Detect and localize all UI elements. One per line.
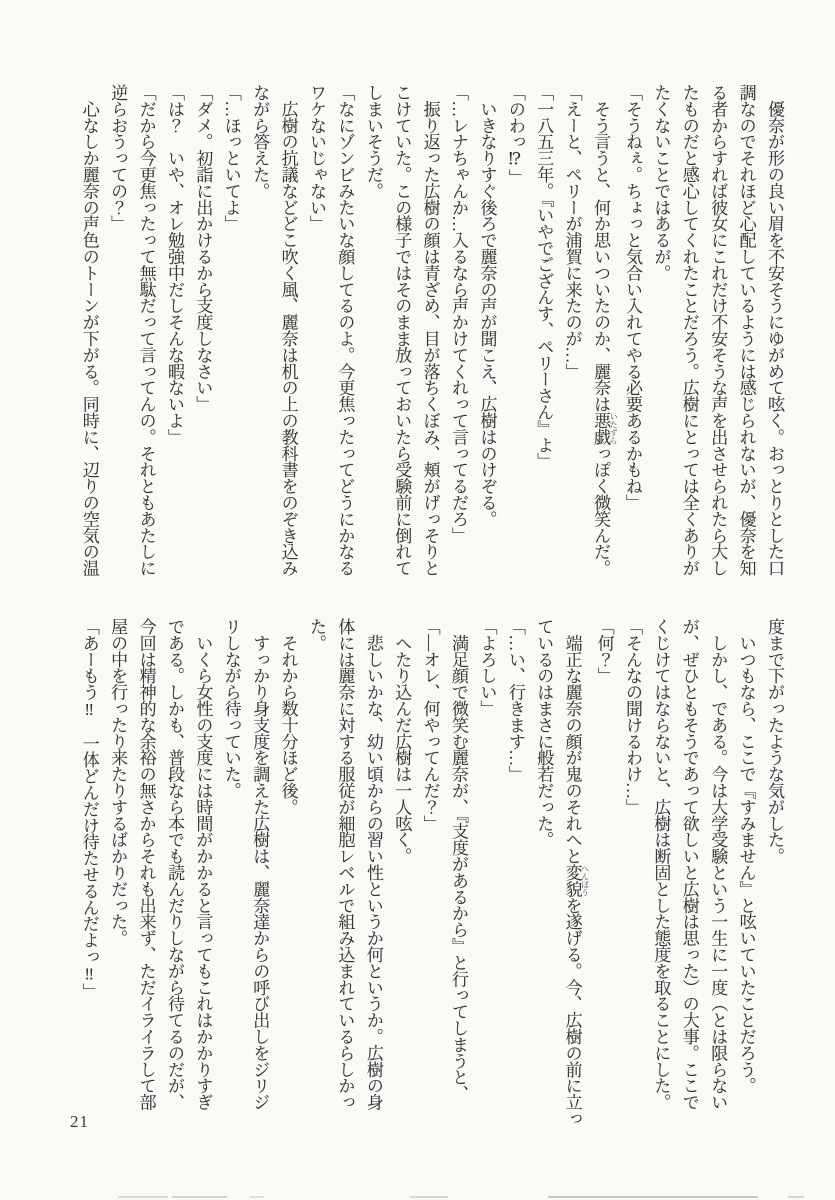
text-line: 「…レナちゃんか…入るなら声かけてくれって言ってるだろ」 — [449, 84, 469, 544]
text-line: へたり込んだ広樹は一人呟く。 — [392, 618, 412, 865]
text-line: 「だから今更焦ったって無駄だって言ってんの。それともあたしに — [136, 84, 156, 577]
text-line: 「―オレ、何やってんだ？」 — [420, 618, 440, 832]
scan-edge-artifact — [172, 1196, 227, 1198]
text-line: いつもなら、ここで『すみません』と呟いていたことだろう。 — [736, 618, 756, 1094]
text-line: 「何？」 — [594, 618, 614, 684]
text-line: 優奈が形の良い眉を不安そうにゆがめて呟く。おっとりとした口 — [765, 84, 784, 577]
text-line: 調なのでそれほど心配しているようには感じられないが、優奈を知 — [736, 84, 756, 577]
text-line: 体には麗奈に対する服従が細胞レベルで組み込まれているらしかっ — [335, 618, 355, 1111]
scan-edge-artifact — [410, 1196, 448, 1198]
text-block-bottom — [76, 618, 788, 1136]
text-line: る者からすれば彼女にこれだけ不安そうな声を出させられたら大し — [708, 84, 728, 577]
text-line: 逆らおうっての？」 — [108, 84, 128, 232]
text-line: 「そんなの聞けるわけ…」 — [622, 618, 642, 815]
text-line: 「…い、行きます…」 — [505, 618, 525, 783]
furigana-ruby: 悪戯 いたずら — [591, 412, 619, 445]
page-number: 21 — [70, 1112, 89, 1131]
text-line: 「あーもう‼ 一体どんだけ待たせるんだよっ‼」 — [79, 618, 99, 1000]
text-line: たものだと感心してくれたことだろう。広樹にとっては全くありが — [679, 84, 699, 577]
text-line: 「ダメ。初詣に出かけるから支度しなさい」 — [193, 84, 213, 413]
text-line: 屋の中を行ったり来たりするばかりだった。 — [108, 618, 128, 947]
text-line: 「えーと、ペリーが浦賀に来たのが…」 — [562, 84, 582, 380]
text-line: である。しかも、普段なら本でも読んだりしながら待てるのだが、 — [164, 618, 184, 1111]
text-line: 「一八五三年。『いやでござんす、ペリーさん』よ」 — [534, 84, 554, 470]
text-line: いくら女性の支度には時間がかかると言ってもこれはかかりすぎ — [193, 618, 213, 1111]
text-line: 心なしか麗奈の声色のトーンが下がる。同時に、辺りの空気の温 — [79, 84, 99, 577]
text-line: 「そうねぇ。ちょっと気合い入れてやる必要あるかもね」 — [622, 84, 642, 511]
scan-edge-artifact — [118, 1196, 168, 1198]
text-line: そう言うと、何か思いついたのか、麗奈は悪戯 いたずらっぽく微笑んだ。 — [591, 84, 619, 577]
text-line: たくないことではあるが。 — [651, 84, 671, 281]
text-line: が、ぜひともそうであって欲しいと広樹は思った）の大事。ここで — [679, 618, 699, 1111]
text-line: ながら答えた。 — [250, 84, 270, 199]
text-line: しかし、である。今は大学受験という一生に一度（とは限らない — [708, 618, 728, 1111]
text-line: 「のわっ⁉」 — [505, 84, 525, 186]
text-line: 「…ほっといてよ」 — [221, 84, 241, 232]
text-line: くじけてはならないと、広樹は断固とした態度を取ることにした。 — [651, 618, 671, 1111]
furigana-ruby: 変貌 へんぼう — [562, 864, 590, 897]
text-line: 「なにゾンビみたいな顔してるのよ。今更焦ったってどうにかなる — [335, 84, 355, 577]
text-line: 悲しいかな、幼い頃からの習い性というか何というか。広樹の身 — [363, 618, 383, 1111]
text-line: いきなりすぐ後ろで麗奈の声が聞こえ、広樹はのけぞる。 — [477, 84, 497, 527]
scan-edge-artifact — [788, 1196, 804, 1198]
text-line: しまいそうだ。 — [363, 84, 383, 199]
text-line: こけていた。この様子ではそのまま放っておいたら受験前に倒れて — [392, 84, 412, 577]
text-line: ワケないじゃない」 — [307, 84, 326, 232]
text-line: 満足顔で微笑む麗奈が、『支度があるから』と行ってしまうと、 — [449, 618, 469, 1102]
text-line: リしながら待っていた。 — [221, 618, 241, 799]
scan-edge-artifact — [548, 1196, 758, 1198]
text-line: 「は？ いや、オレ勉強中だしそんな暇ないよ」 — [164, 84, 184, 445]
text-line: ているのはまさに般若だった。 — [534, 618, 554, 848]
text-line: それから数十分ほど後。 — [278, 618, 298, 815]
text-line: 広樹の抗議などどこ吹く風、麗奈は机の上の教科書をのぞき込み — [278, 84, 298, 577]
text-line: た。 — [307, 618, 326, 651]
text-block-top — [76, 84, 788, 602]
text-line: 今回は精神的な余裕の無さからそれも出来ず、ただイライラして部 — [136, 618, 156, 1111]
text-line: 端正な麗奈の顔が鬼のそれへと変貌 へんぼうを遂げる。今、広樹の前に立っ — [562, 618, 590, 1127]
text-line: 「よろしい」 — [477, 618, 497, 717]
text-line: 度まで下がったような気がした。 — [765, 618, 784, 865]
scan-edge-artifact — [250, 1196, 264, 1198]
text-line: 振り返った広樹の顔は青ざめ、目が落ちくぼみ、頬がげっそりと — [420, 84, 440, 577]
text-line: すっかり身支度を調えた広樹は、麗奈達からの呼び出しをジリジ — [250, 618, 270, 1111]
